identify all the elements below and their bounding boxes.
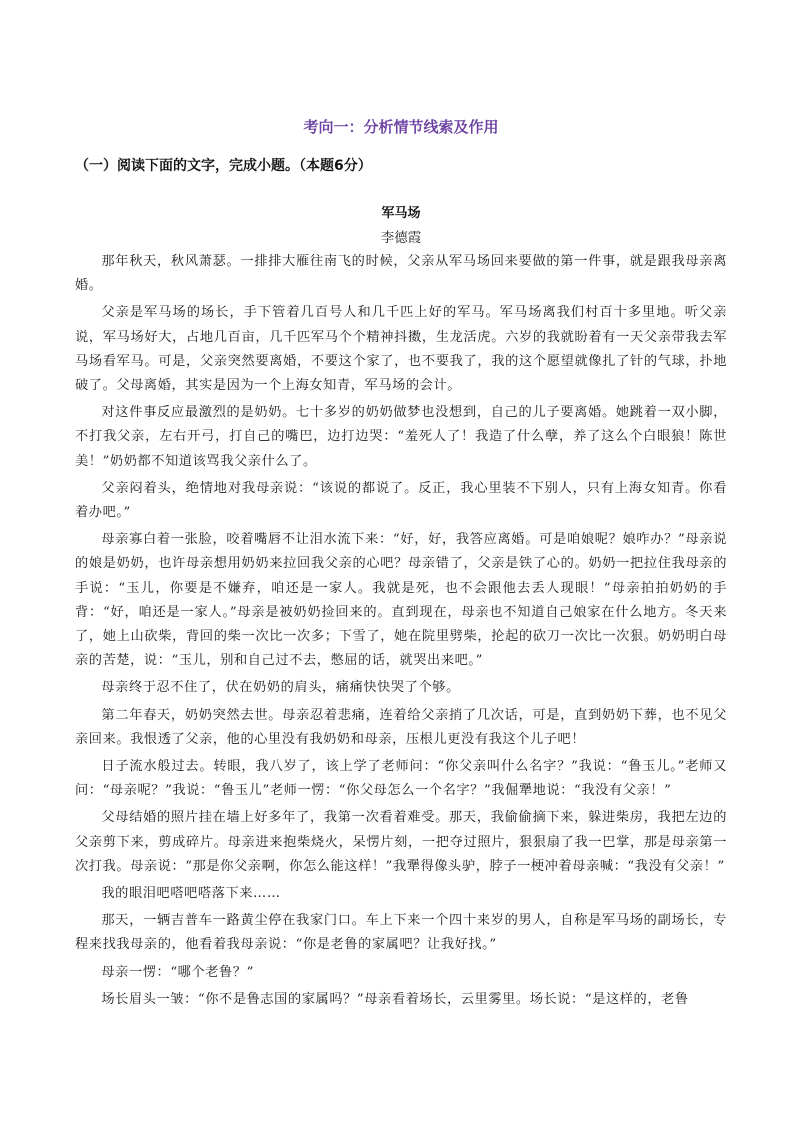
article-body — [75, 250, 727, 1015]
paragraph: 日子流水般过去。转眼，我八岁了，该上学了老师问：“你父亲叫什么名字？”我说：“鲁玉儿。”老师又问：“母亲呢？”我说：“鲁玉儿”老师一愣：“你父母怎么一个名字？”我倔犟地说：“我没有父亲！” — [75, 759, 727, 799]
paragraph: 父亲闷着头，绝情地对我母亲说：“该说的都说了。反正，我心里装不下别人，只有上海女知青。你看着办吧。” — [75, 480, 727, 521]
section-title: 考向一：分析情节线索及作用 — [303, 118, 499, 136]
paragraph: 对这件事反应最激烈的是奶奶。七十多岁的奶奶做梦也没想到，自己的儿子要离婚。她跳着一双小脚，不打我父亲，左右开弓，打自己的嘴巴，边打边哭：“羞死人了！我造了什么孽，养了这么个白眼狼！陈世美！”奶奶都不知道该骂我父亲什么了。 — [75, 405, 727, 469]
paragraph: 那年秋天，秋风萧瑟。一排排大雁往南飞的时候，父亲从军马场回来要做的第一件事，就是跟我母亲离婚。 — [75, 254, 727, 294]
paragraph: 场长眉头一皱：“你不是鲁志国的家属吗？”母亲看着场长，云里雾里。场长说：“是这样的，老鲁 — [101, 991, 689, 1007]
paragraph: 父亲是军马场的场长，手下管着几百号人和几千匹上好的军马。军马场离我们村百十多里地。听父亲说，军马场好大，占地几百亩，几千匹军马个个精神抖擞，生龙活虎。六岁的我就盼着有一天父亲带我去军马场看军马。可是，父亲突然要离婚，不要这个家了，也不要我了，我的这个愿望就像扎了针的气球，扑地破了。父母离婚，其实是因为一个上海女知青，军马场的会计。 — [75, 305, 727, 394]
paragraph: 第二年春天，奶奶突然去世。母亲忍着悲痛，连着给父亲捎了几次话，可是，直到奶奶下葬，也不见父亲回来。我恨透了父亲，他的心里没有我奶奶和母亲，压根儿更没有我这个儿子吧！ — [75, 707, 727, 747]
paragraph: 母亲一愣：“哪个老鲁？” — [101, 964, 254, 980]
article-author: 李德霞 — [380, 230, 422, 246]
paragraph: 父母结婚的照片挂在墙上好多年了，我第一次看着难受。那天，我偷偷摘下来，躲进柴房，我把左边的父亲剪下来，剪成碎片。母亲进来抱柴烧火，呆愣片刻，一把夺过照片，狠狠扇了我一巴掌，那是母亲第一次打我。母亲说：“那是你父亲啊，你怎么能这样！”我犟得像头驴，脖子一梗冲着母亲喊：“我没有父亲！” — [75, 810, 727, 874]
question-heading: （一）阅读下面的文字，完成小题。（本题6分） — [75, 158, 372, 174]
paragraph: 我的眼泪吧嗒吧嗒落下来…… — [101, 886, 281, 902]
paragraph: 那天，一辆吉普车一路黄尘停在我家门口。车上下来一个四十来岁的男人，自称是军马场的副场长，专程来找我母亲的，他看着我母亲说：“你是老鲁的家属吧？让我好找。” — [75, 913, 727, 953]
paragraph: 母亲终于忍不住了，伏在奶奶的肩头，痛痛快快哭了个够。 — [101, 680, 460, 696]
paragraph: 母亲寡白着一张脸，咬着嘴唇不让泪水流下来：“好，好，我答应离婚。可是咱娘呢？娘咋办？”母亲说的娘是奶奶，也许母亲想用奶奶来拉回我父亲的心吧？母亲错了，父亲是铁了心的。奶奶一把拉住我母亲的手说：“玉儿，你要是不嫌弃，咱还是一家人。我就是死，也不会跟他去丢人现眼！”母亲拍拍奶奶的手背：“好，咱还是一家人。”母亲是被奶奶捡回来的。直到现在，母亲也不知道自己娘家在什么地方。冬天来了，她上山砍柴，背回的柴一次比一次多；下雪了，她在院里劈柴，抡起的砍刀一次比一次狠。奶奶明白母亲的苦楚，说：“玉儿，别和自己过不去，憋屈的话，就哭出来吧。” — [75, 532, 727, 669]
article-title: 军马场 — [381, 206, 421, 221]
